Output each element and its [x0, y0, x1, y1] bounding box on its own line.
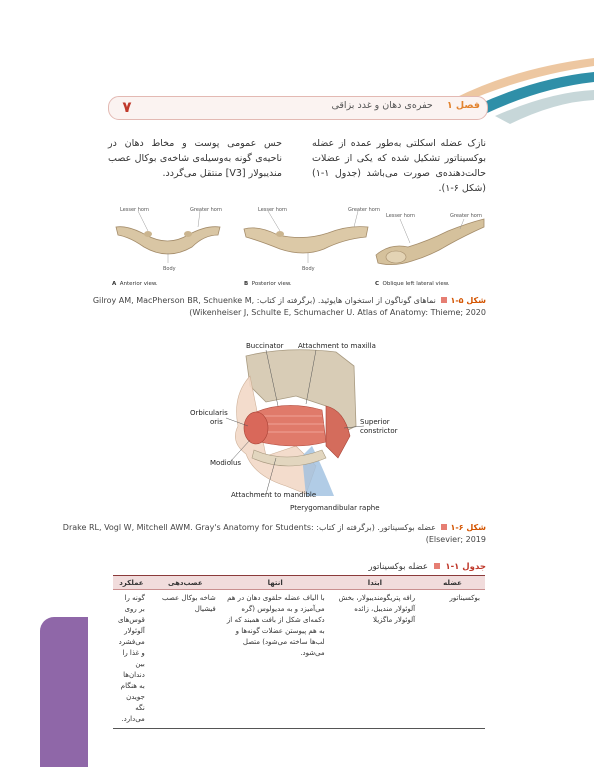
- header-insertion: انتها: [221, 576, 330, 590]
- label-superior-constrictor-2: constrictor: [360, 427, 398, 435]
- figure2-caption-ref2: (Elsevier; 2019: [425, 535, 486, 544]
- buccinator-table: [113, 575, 485, 729]
- table-title-text: عضله بوکسیناتور: [368, 562, 428, 572]
- label-modiolus: Modiolus: [210, 459, 242, 467]
- label-body-b: Body: [302, 266, 315, 272]
- figure1-caption: [92, 295, 486, 319]
- label-lesser-horn-a: Lesser horn: [120, 207, 150, 213]
- figure1-caption-label: شکل ۵-۱: [450, 296, 486, 305]
- cell-action: گونه را بر روی قوس‌های آلوئولار می‌فشرد و غذا را بین دندان‌ها به هنگام جویدن نگه می‌دارد.: [113, 590, 150, 729]
- label-orbicularis-2: oris: [210, 418, 223, 426]
- chapter-side-tab: [40, 617, 88, 767]
- view-label-b: B Posterior view.: [244, 281, 292, 287]
- cell-insertion: با الیاف عضله حلقوی دهان در هم می‌آمیزد و به مدیولوس (گره دکمه‌ای شکل از بافت همبند که از به هم پیوستن عضلات گونه‌ها و لب‌ها ساخته می‌شود) متصل می‌شود.: [221, 590, 330, 729]
- header-muscle: عضله: [420, 576, 485, 590]
- figure2-caption: [62, 522, 486, 546]
- label-buccinator: Buccinator: [246, 342, 284, 350]
- figure2-caption-ref1: Drake RL, Vogl W, Mitchell AWM. Gray's Anatomy for Students:: [62, 523, 314, 532]
- figure2-caption-text: عضله بوکسیناتور. (برگرفته از کتاب:: [316, 523, 436, 532]
- chapter-label: فصل ۱: [446, 100, 480, 111]
- label-body-a: Body: [163, 266, 176, 272]
- chapter-title: حفره‌ی دهان و غدد بزاقی: [331, 100, 433, 111]
- page-number: ۷: [122, 98, 132, 116]
- view-label-a: A Anterior view.: [112, 281, 158, 287]
- table-title: [369, 562, 486, 572]
- label-greater-horn-b: Greater horn: [348, 207, 381, 213]
- label-greater-horn-a: Greater horn: [190, 207, 223, 213]
- cell-origin: رافه پتریگومندیبولار، بخش آلوئولار مندیبل، زائده آلوئولار ماگزیلا: [330, 590, 420, 729]
- hyoid-bone-figure: [108, 205, 488, 275]
- figure1-caption-ref1: Gilroy AM, MacPherson BR, Schuenke M,: [92, 296, 255, 305]
- table-row: [113, 590, 485, 729]
- right-paragraph: نازک عضله اسکلتی به‌طور عمده از عضله بوکسیناتور تشکیل شده که یکی از عضلات حالت‌دهنده‌ی صورت می‌باشد (جدول ۱-۱) (شکل ۶-۱).: [312, 138, 486, 194]
- hyoid-oblique-view: [376, 219, 484, 265]
- table-header-row: [113, 576, 485, 590]
- figure2-caption-label: شکل ۶-۱: [450, 523, 486, 532]
- label-lesser-horn-c: Lesser horn: [386, 213, 416, 219]
- figure1-caption-ref2: (Wikenheiser J, Schulte E, Schumacher U. Atlas of Anatomy: Thieme; 2020: [189, 308, 486, 317]
- label-attachment-mandible: Attachment to mandible: [231, 491, 317, 499]
- buccinator-figure: [226, 346, 366, 496]
- table-title-label: جدول ۱-۱: [445, 562, 486, 572]
- label-greater-horn-c: Greater horn: [450, 213, 483, 219]
- hyoid-anterior-view: [116, 211, 220, 263]
- label-pterygomandibular-raphe: Pterygomandibular raphe: [290, 504, 380, 512]
- chapter-heading: [331, 100, 480, 111]
- figure1-caption-text: نماهای گوناگون از استخوان هایوئید. (برگرفته از کتاب:: [256, 296, 436, 305]
- label-superior-constrictor-1: Superior: [360, 418, 390, 426]
- view-label-c: C Oblique left lateral view.: [375, 281, 450, 287]
- header-action: عملکرد: [113, 576, 150, 590]
- label-attachment-maxilla: Attachment to maxilla: [298, 342, 376, 350]
- cell-nerve: شاخه بوکال عصب فیشیال: [150, 590, 221, 729]
- cell-muscle: بوکسیناتور: [420, 590, 485, 729]
- header-nerve: عصب‌دهی: [150, 576, 221, 590]
- left-paragraph: حس عمومی پوست و مخاط دهان در ناحیه‌ی گونه به‌وسیله‌ی شاخه‌ی بوکال عصب مندیبولار [V3] منتقل می‌گردد.: [108, 138, 282, 179]
- label-lesser-horn-b: Lesser horn: [258, 207, 288, 213]
- header-origin: ابتدا: [330, 576, 420, 590]
- hyoid-posterior-view: [244, 211, 368, 263]
- label-orbicularis-1: Orbicularis: [190, 409, 228, 417]
